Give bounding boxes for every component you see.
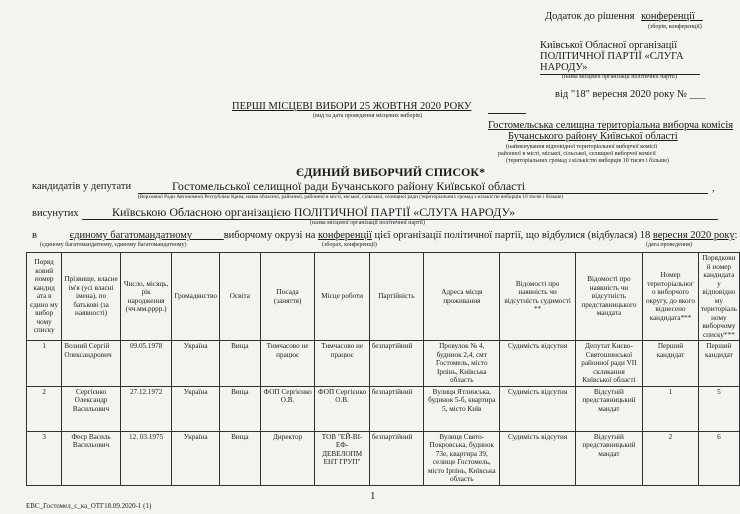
nominated-by: Київською Обласною організацією ПОЛІТИЧНОЇ ПАРТІЇ «СЛУГА НАРОДУ» xyxy=(112,205,516,219)
col-header: Адреса місця проживання xyxy=(424,253,500,341)
nominated-sub: (назва місцевої організації політичної партії) xyxy=(310,220,425,226)
date-sub: (дата проведення) xyxy=(646,242,692,248)
col-header: Відомості про наявність чи відсутність представницького мандата xyxy=(575,253,642,341)
candidates-table xyxy=(26,252,740,486)
table-row: 1 Возний Сергій Олександрович 09.05.1978 Україна Вища Тимчасово не працює Тимчасово не працює безпартійний Провулок № 4, будинок 2,4, смт Гостомель, місто Ірпінь, Київська область Судимість відсутня Депутат Києво-Святошинської районної ради VII скликання Київської області Перший кандидат Перший кандидат xyxy=(27,341,740,387)
annex-body: конференції xyxy=(641,11,695,22)
elections-title: ПЕРШІ МІСЦЕВІ ВИБОРИ 25 ЖОВТНЯ 2020 РОКУ xyxy=(232,101,472,112)
commission-sub-2: районної в місті, міської, сільської, селищної виборчої комісії xyxy=(498,151,656,157)
col-header: Партійність xyxy=(369,253,423,341)
council-name: Гостомельської селищної ради Бучанського району Київської області xyxy=(172,179,526,193)
table-row: 2 Сергієнко Олександр Васильович 27.12.1972 Україна Вища ФОП Сергієнко О.В. ФОП Сергієнко О.В. безпартійний Вулиця Ятлинська, будинок 5-б, квартира 5, місто Київ Судимість відсутня Відсутній представницький мандат 1 5 xyxy=(27,386,740,431)
col-header: Прізвище, власне ім'я (усі власні імена), по батькові (за наявності) xyxy=(62,253,121,341)
recipient-line-2: ПОЛІТИЧНОЇ ПАРТІЇ «СЛУГА xyxy=(540,51,684,62)
commission-sub-3: (територіальних громад з кількістю виборців 10 тисяч і більше) xyxy=(506,158,669,164)
col-header: Порядкови й номер кандидата у відповідно му територіаль ному виборчому списку*** xyxy=(698,253,739,341)
commission-line-1: Гостомельська селищна територіальна виборча комісія xyxy=(488,120,734,131)
nominated-label: висунутих xyxy=(32,208,79,219)
col-header: Поряд ковий номер кандид ата в єдино му вибор чому списку xyxy=(27,253,62,341)
table-header-row xyxy=(27,253,740,341)
district-sub: (єдиному багатомандатному, єдиному багатомандатному) xyxy=(40,242,187,248)
commission-sub-1: (найменування відповідної територіальної виборчої комісії xyxy=(506,144,658,150)
col-header: Відомості про наявність чи відсутність судимості ** xyxy=(500,253,575,341)
col-header: Посада (заняття) xyxy=(260,253,315,341)
doc-code: ЕВС_Гостомел_с_ка_ОТГ18.09.2020-1 (1) xyxy=(26,502,152,510)
page-title: ЄДИНИЙ ВИБОРЧИЙ СПИСОК* xyxy=(296,165,486,179)
col-header: Номер територіальног о виборчого округу, до якого віднесено кандидата*** xyxy=(643,253,699,341)
col-header: Освіта xyxy=(219,253,260,341)
col-header: Місце роботи xyxy=(315,253,369,341)
elections-sub: (вид та дата проведення місцевих виборів) xyxy=(313,113,423,119)
council-sub: (Верховної Ради Автономної Республіки Крим, назва обласної, районної, районної в місті, міської, сільської, селищної ради (територіальних громад з кількістю виборців 10 тисяч і більше) xyxy=(138,194,564,200)
conference-sub: (зборах, конференції) xyxy=(322,242,377,248)
candidates-label: кандидатів у депутати xyxy=(32,181,132,192)
table-row: 3 Феєр Василь Васильович 12. 03.1975 Україна Вища Директор ТОВ "ЕЙ-ВІ-ЕФ-ДЕВЕЛОПМ ЕНТ ГРУП" безпартійний Вулиця Свято-Покровська, будинок 73е, квартира 39, селище Гостомель, місто Ірпінь, Київська область Судимість відсутня Відсутній представницький мандат 2 6 xyxy=(27,431,740,485)
annex-line: Додаток до рішення конференції xyxy=(545,11,695,22)
recipient-line-1: Київської Обласної організації xyxy=(540,40,678,51)
district-line: в єдиному багатомандатному______виборчому окрузі на конференції цієї організації політичної партії, що відбулися (відбулася) 18 вересня 2020 року: xyxy=(32,230,738,241)
col-header: Громадянство xyxy=(172,253,220,341)
recipient-line-3: НАРОДУ» xyxy=(540,62,588,73)
commission-line-2: Бучанського району Київської області xyxy=(508,131,678,142)
col-header: Число, місяць, рік народження (чч.мм.рррр.) xyxy=(120,253,172,341)
date-line: від "18" вересня 2020 року № ___ xyxy=(555,89,706,100)
page-number: 1 xyxy=(370,490,376,502)
recipient-sub: (назва місцевої організації політичної партії) xyxy=(562,74,677,80)
annex-sub: (зборів, конференції) xyxy=(648,24,702,30)
